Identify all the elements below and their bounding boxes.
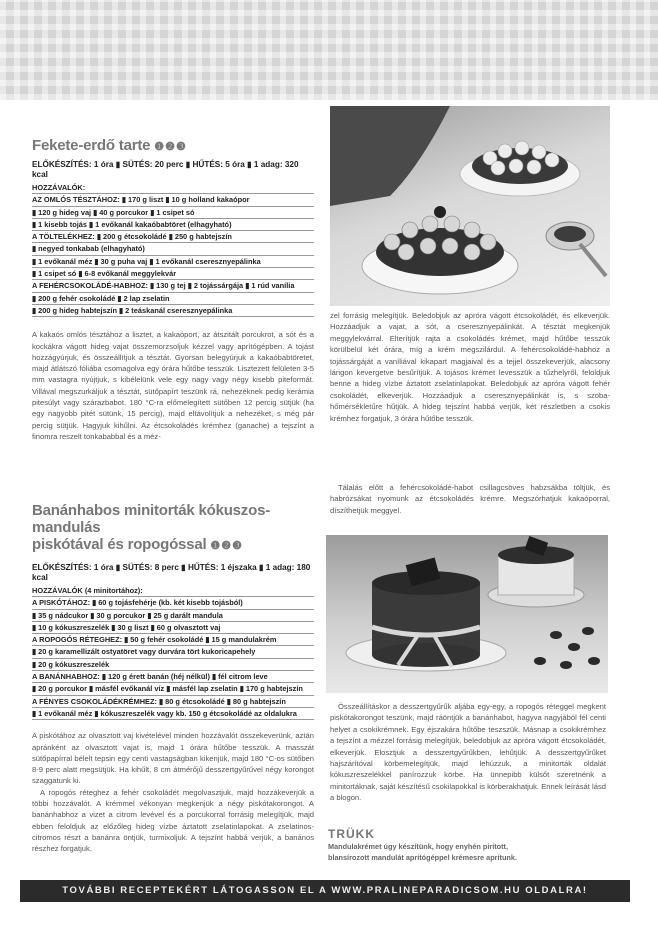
- ingredient-line: ▮ 20 g porcukor ▮ másfél evőkanál víz ▮ másfél lap zselatin ▮ 170 g habtejszín: [32, 683, 314, 695]
- ingredient-line: ▮ 200 g hideg habtejszín ▮ 2 teáskanál cseresznyepálinka: [32, 305, 314, 317]
- website-banner: TOVÁBBI RECEPTEKÉRT LÁTOGASSON EL A WWW.PRALINEPARADICSOM.HU OLDALRA!: [20, 880, 630, 902]
- recipe2-title-line1: Banánhabos minitorták kókuszos-mandulás: [32, 502, 271, 536]
- tarte-photo: [330, 106, 610, 306]
- checkered-header-band: [0, 0, 658, 100]
- ingredient-line: A FEHÉRCSOKOLÁDÉ-HABHOZ: ▮ 130 g tej ▮ 2 tojássárgája ▮ 1 rúd vanília: [32, 280, 314, 292]
- ingredient-line: ▮ 1 kisebb tojás ▮ 1 evőkanál kakaóbabtöret (elhagyható): [32, 219, 314, 231]
- difficulty-icons: ❶❷❸: [154, 141, 187, 153]
- trick-text: [328, 842, 618, 863]
- recipe1-title: [32, 137, 314, 156]
- recipe2-continued: Összeállításkor a desszertgyűrűk aljába egy-egy, a ropogós réteggel megkent piskótakorongot teszünk, majd ráöntjük a banánhabot, hagyva nagyjából fél centi helyet a csokikrémnek. Egy éjszakára hűtőbe teszszük. Másnap a csokikrémhez a tejszínt a mézzel forrásig melegítjük, beledobjuk az apróra vágott étcsokoládét, elkeverjük. Elosztjuk a desszertgyűrűkben, lehűtjük. A desszertgyűrűket hajszárítóval körbemelegítjük, majd lehúzzuk, a minitorták oldalát kókuszreszelékkel panírozzuk körbe. Ha ünnepibb külsőt szeretnénk a minitortáknak, saját készítésű csokilapokkal is körberakhatjuk. Ennek leírását lásd a blogon.: [330, 702, 606, 803]
- ingredient-line: ▮ negyed tonkabab (elhagyható): [32, 243, 314, 255]
- ingredient-line: ▮ 20 g karamellizált ostyatöret vagy durvára tört kukoricapehely: [32, 646, 314, 658]
- tarte-illustration: [330, 106, 610, 306]
- trick-line1: Mandulakrémet úgy készítünk, hogy enyhén pirított,: [328, 842, 509, 851]
- recipe1-block: [32, 137, 314, 442]
- ingredient-line: ▮ 20 g kókuszreszelék: [32, 659, 314, 671]
- trick-line2: blansírozott mandulát aprítógéppel krémesre aprítunk.: [328, 852, 517, 862]
- ingredient-line: ▮ 10 g kókuszreszelék ▮ 30 g liszt ▮ 60 g olvasztott vaj: [32, 622, 314, 634]
- recipe1-ingredients: [32, 182, 314, 317]
- ingredient-line: HOZZÁVALÓK:: [32, 182, 314, 194]
- ingredient-line: HOZZÁVALÓK (4 minitortához):: [32, 585, 314, 597]
- recipe1-title-text: Fekete-erdő tarte: [32, 137, 151, 154]
- recipe1-serving: Tálalás előtt a fehércsokoládé-habot csillagcsöves habzsákba töltjük, és habrózsákat nyomunk az étcsokoládés krémre. Megszórhatjuk kakaóporral, díszíthetjük meggyel.: [330, 483, 610, 515]
- ingredient-line: ▮ 1 evőkanál méz ▮ 30 g puha vaj ▮ 1 evőkanál cseresznyepálinka: [32, 256, 314, 268]
- ingredient-line: ▮ 120 g hideg vaj ▮ 40 g porcukor ▮ 1 csipet só: [32, 207, 314, 219]
- ingredient-line: A BANÁNHABHOZ: ▮ 120 g érett banán (héj nélkül) ▮ fél citrom leve: [32, 671, 314, 683]
- recipe1-continued: zel forrásig melegítjük. Beledobjuk az apróra vágott étcsokoládét, és elkeverjük. Hozzáadjuk a vajat, a sót, a cseresznyepálinkát. A tésztát megkenjük meggylekvárral. Elterítjük rajta a csokoládés krémet, majd hűtőbe tesszük körülbelül két órára, míg a krém megszilárdul. A fehércsokoládé-habhoz a tojássárgáját a vaníliával kikapart magjaival és a tejjel összekeverjük, alacsony lángon kevergetve besűrítjük. A tojásos krémet levesszük a tűzhelyről, feloldjuk benne a hideg vízbe áztatott zselatinlapokat. Beledobjuk az apróra vágott fehér csokoládét, elkeverjük. Hozzáadjuk a cseresznyepálinkát is, s szoba-hőmérsékletűre hűtjük. A hideg tejszínt habbá verjük, két részletben a csokis krémhez forgatjuk, 3 órára hűtőbe tesszük.: [330, 311, 610, 423]
- ingredient-line: A ROPOGÓS RÉTEGHEZ: ▮ 50 g fehér csokoládé ▮ 15 g mandulakrém: [32, 634, 314, 646]
- recipe2-body1: A piskótához az olvasztott vaj kivételével minden hozzávalót összekeverünk, aztán apránként az olvasztott vajat is, majd 1 órára hűtőbe tesszük. A masszát sütőpapírral bélelt tepsin egy centi vastagságban kikenjük, majd 180 °C-os sütőben 8-9 perc alatt megsütjük. Ha kihűlt, 8 cm átmérőjű desszertgyűrűvel négy korongot szaggatunk ki.: [32, 731, 314, 786]
- minitorte-illustration: [326, 535, 608, 693]
- recipe1-meta: ELŐKÉSZÍTÉS: 1 óra ▮ SÜTÉS: 20 perc ▮ HŰTÉS: 5 óra ▮ 1 adag: 320 kcal: [32, 160, 299, 179]
- recipe2-ingredients: [32, 585, 314, 720]
- ingredient-line: ▮ 200 g fehér csokoládé ▮ 2 lap zselatin: [32, 293, 314, 305]
- recipe2-meta: ELŐKÉSZÍTÉS: 1 óra ▮ SÜTÉS: 8 perc ▮ HŰTÉS: 1 éjszaka ▮ 1 adag: 180 kcal: [32, 563, 311, 582]
- ingredient-line: A TÖLTELÉKHEZ: ▮ 200 g étcsokoládé ▮ 250 g habtejszín: [32, 231, 314, 243]
- ingredient-line: A PISKÓTÁHOZ: ▮ 60 g tojásfehérje (kb. két kisebb tojásból): [32, 597, 314, 609]
- recipe2-title: [32, 502, 314, 555]
- ingredient-line: AZ OMLÓS TÉSZTÁHOZ: ▮ 170 g liszt ▮ 10 g holland kakaópor: [32, 194, 314, 206]
- ingredient-line: ▮ 1 csipet só ▮ 6-8 evőkanál meggylekvár: [32, 268, 314, 280]
- recipe1-body: A kakaós omlós tésztához a lisztet, a kakaóport, az átszitált porcukrot, a sót és a kockákra vágott hideg vajat összemorzsoljuk kézzel vagy aprítógépben. A tojást hozzágyúrjuk, és összeállítjuk a tésztát. Gyorsan belegyúrjuk a kakaóbabtöretet, majd átlátszó fóliába csomagolva egy órára hűtőbe tesszük. Lisztezett felületen 3-5 mm vastagra nyújtjuk, s kibélelünk vele egy nagy vagy négy kisebb piteformát. Villával megszurkáljuk a tésztát, sütőpapírt teszünk rá, nehezéknek pedig kerámia pitesúlyt vagy szárazbabot. 180 °C-ra előmelegített sütőben 12 percig sütjük (ha egy nagyobb pitét sütünk, 15 percig), majd eltávolítjuk a nehezéket, s még pár percig sütjük. Hagyjuk kihűlni. Az étcsokoládés krémhez (ganache) a tejszínt a finomra reszelt tonkababbal és a méz-: [32, 330, 314, 441]
- ingredient-line: ▮ 35 g nádcukor ▮ 30 g porcukor ▮ 25 g darált mandula: [32, 610, 314, 622]
- recipe2-title-line2: [32, 536, 314, 555]
- recipe2-body2: A ropogós réteghez a fehér csokoládét megolvasztjuk, majd hozzákeverjük a többi hozzávalót. A krémmel vékonyan megkenjük a négy piskótakorongot. A banánhabhoz a vizet a citrom levével és a porcukorral forrásig melegítjük, majd ebben feloldjuk az előzőleg hideg vízbe áztatott zselatinlapokat. A zselatinos-citromos részt a banánra öntjük, turmixoljuk. A tejszínt habbá verjük, a banános részhez forgatjuk.: [32, 787, 314, 854]
- ingredient-line: ▮ 1 evőkanál méz ▮ kókuszreszelék vagy kb. 150 g étcsokoládé az oldalukra: [32, 708, 314, 720]
- difficulty-icons: ❶❷❸: [210, 540, 243, 552]
- ingredient-line: A FÉNYES CSOKOLÁDÉKRÉMHEZ: ▮ 80 g étcsokoládé ▮ 80 g habtejszín: [32, 696, 314, 708]
- trick-heading: TRÜKK: [328, 827, 375, 841]
- recipe2-block: [32, 502, 314, 855]
- recipe2-title-text: piskótával és ropogóssal: [32, 536, 207, 553]
- minitorte-photo: [326, 535, 608, 693]
